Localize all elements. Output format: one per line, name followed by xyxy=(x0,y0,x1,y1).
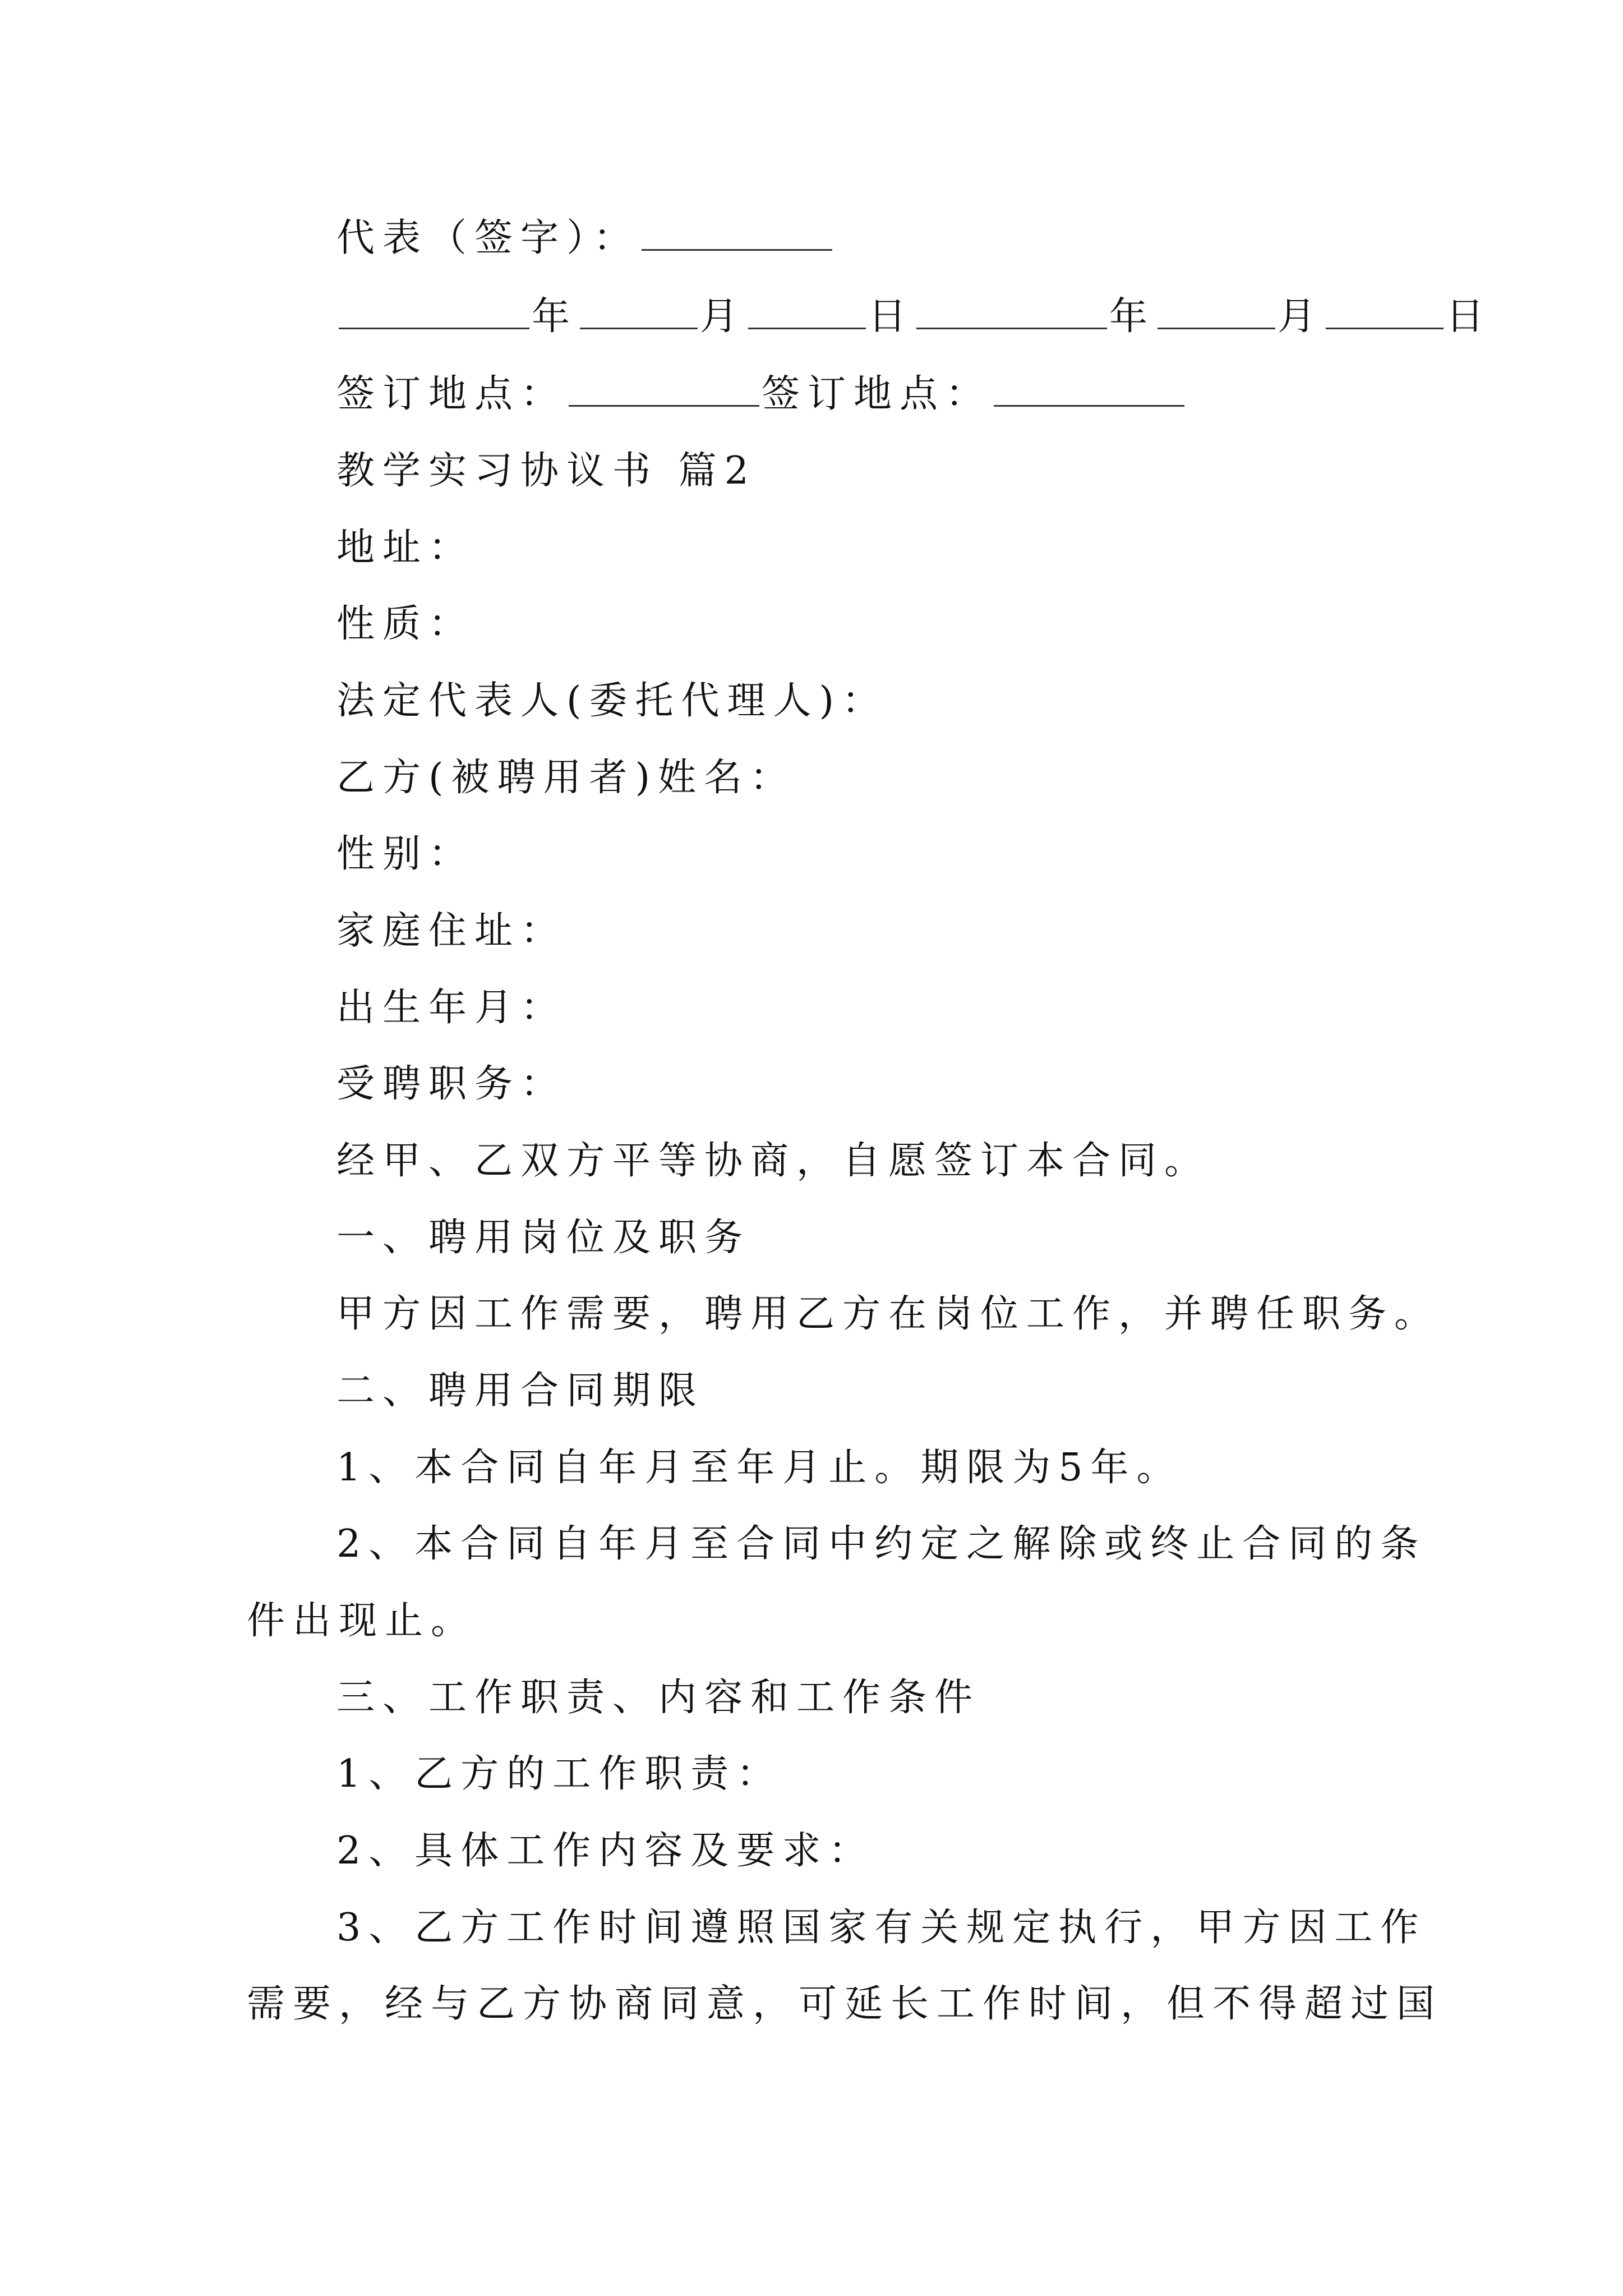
representative-signature-line xyxy=(336,208,1481,269)
date-line xyxy=(336,286,1492,348)
day-label-1: 日 xyxy=(868,295,915,339)
day-label-2: 日 xyxy=(1446,295,1492,339)
signing-place-label-1: 签订地点： xyxy=(336,372,567,416)
section-title: 教学实习协议书 篇2 xyxy=(336,449,757,493)
field-nature: 性质： xyxy=(336,602,475,646)
month-blank-2 xyxy=(1158,288,1275,329)
clause-1-heading: 一、聘用岗位及职务 xyxy=(336,1216,751,1260)
signing-place-blank-1 xyxy=(569,366,759,407)
month-blank-1 xyxy=(580,288,698,329)
year-blank-1 xyxy=(339,288,529,329)
clause-3-heading: 三、工作职责、内容和工作条件 xyxy=(336,1676,981,1720)
field-gender: 性别： xyxy=(336,832,475,876)
clause-3-item-3-line-1: 3、乙方工作时间遵照国家有关规定执行，甲方因工作 xyxy=(336,1906,1427,1950)
clause-3-item-2: 2、具体工作内容及要求： xyxy=(336,1829,875,1873)
year-label-2: 年 xyxy=(1109,295,1156,339)
clause-2-item-1: 1、本合同自年月至年月止。期限为5年。 xyxy=(336,1446,1183,1490)
month-label-1: 月 xyxy=(700,295,746,339)
field-home-address: 家庭住址： xyxy=(336,909,567,953)
clause-1-text: 甲方因工作需要，聘用乙方在岗位工作，并聘任职务。 xyxy=(336,1292,1441,1336)
clause-2-item-2-line-2: 件出现止。 xyxy=(247,1599,477,1643)
signature-blank xyxy=(642,210,832,251)
intro-paragraph: 经甲、乙双方平等协商，自愿签订本合同。 xyxy=(336,1139,1211,1183)
field-position: 受聘职务： xyxy=(336,1062,567,1106)
representative-label: 代表（签字）： xyxy=(336,216,640,260)
month-label-2: 月 xyxy=(1278,295,1324,339)
day-blank-2 xyxy=(1326,288,1444,329)
year-blank-2 xyxy=(916,288,1107,329)
day-blank-1 xyxy=(748,288,866,329)
clause-2-heading: 二、聘用合同期限 xyxy=(336,1369,705,1413)
clause-3-item-1: 1、乙方的工作职责： xyxy=(336,1752,783,1796)
signing-place-line xyxy=(336,364,1481,425)
signing-place-label-2: 签订地点： xyxy=(762,372,992,416)
field-birth-date: 出生年月： xyxy=(336,986,567,1030)
clause-2-item-2-line-1: 2、本合同自年月至合同中约定之解除或终止合同的条 xyxy=(336,1522,1427,1566)
year-label-1: 年 xyxy=(532,295,578,339)
field-employee-name: 乙方(被聘用者)姓名： xyxy=(336,756,796,800)
field-legal-representative: 法定代表人(委托代理人)： xyxy=(336,679,888,723)
signing-place-blank-2 xyxy=(994,366,1184,407)
clause-3-item-3-line-2: 需要，经与乙方协商同意，可延长工作时间，但不得超过国 xyxy=(247,1982,1443,2026)
field-address: 地址： xyxy=(336,526,475,570)
